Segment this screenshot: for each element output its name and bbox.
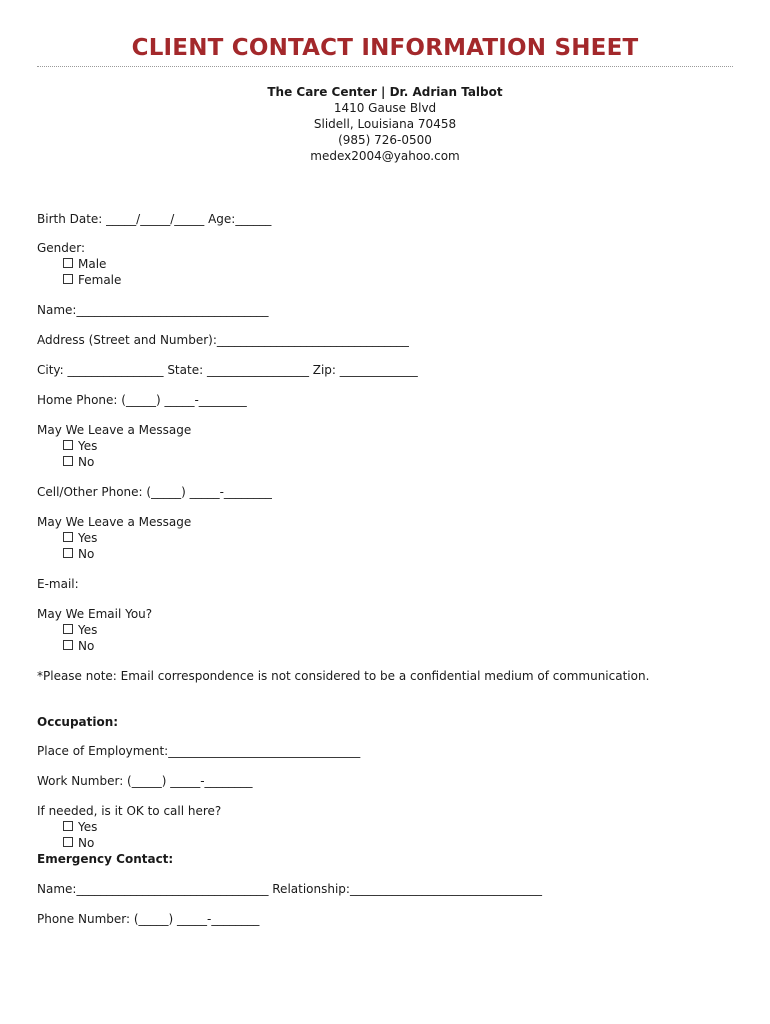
option-label: No — [78, 455, 95, 469]
emergency-contact-heading: Emergency Contact: — [37, 852, 174, 866]
email-ok-label: May We Email You? — [37, 607, 153, 621]
checkbox-icon[interactable] — [63, 532, 73, 542]
option-label: Female — [78, 273, 122, 287]
home-phone-field[interactable]: Home Phone: (_____) _____-________ — [37, 393, 247, 407]
address-field[interactable]: Address (Street and Number):________________________________ — [37, 333, 409, 347]
occupation-heading: Occupation: — [37, 715, 119, 729]
cell-message-label: May We Leave a Message — [37, 515, 192, 529]
checkbox-icon[interactable] — [63, 274, 73, 284]
call-here-yes-option[interactable] — [63, 819, 97, 835]
checkbox-icon[interactable] — [63, 548, 73, 558]
option-label: Male — [78, 257, 107, 271]
call-here-label: If needed, is it OK to call here? — [37, 804, 222, 818]
checkbox-icon[interactable] — [63, 258, 73, 268]
checkbox-icon[interactable] — [63, 440, 73, 450]
gender-label: Gender: — [37, 241, 86, 255]
work-number-field[interactable]: Work Number: (_____) _____-________ — [37, 774, 253, 788]
home-message-yes-option[interactable] — [63, 438, 97, 454]
gender-male-option[interactable] — [63, 256, 106, 272]
call-here-no-option[interactable] — [63, 835, 94, 851]
gender-female-option[interactable] — [63, 272, 121, 288]
home-message-label: May We Leave a Message — [37, 423, 192, 437]
checkbox-icon[interactable] — [63, 837, 73, 847]
emergency-name-relationship-field[interactable]: Name:________________________________ Relationship:________________________________ — [37, 882, 542, 896]
option-label: Yes — [78, 623, 98, 637]
option-label: No — [78, 547, 95, 561]
option-label: Yes — [78, 439, 98, 453]
emergency-phone-field[interactable]: Phone Number: (_____) _____-________ — [37, 912, 260, 926]
practice-header — [0, 84, 770, 164]
practice-name: The Care Center | Dr. Adrian Talbot — [267, 85, 503, 99]
cell-message-no-option[interactable] — [63, 546, 94, 562]
checkbox-icon[interactable] — [63, 624, 73, 634]
employment-field[interactable]: Place of Employment:________________________________ — [37, 744, 361, 758]
birth-date-age-field[interactable]: Birth Date: _____/_____/_____ Age:______ — [37, 212, 272, 226]
email-disclaimer-note: *Please note: Email correspondence is not considered to be a confidential medium of communication. — [37, 669, 650, 683]
cell-message-yes-option[interactable] — [63, 530, 97, 546]
cell-phone-field[interactable]: Cell/Other Phone: (_____) _____-________ — [37, 485, 272, 499]
option-label: Yes — [78, 531, 98, 545]
checkbox-icon[interactable] — [63, 821, 73, 831]
practice-street: 1410 Gause Blvd — [333, 101, 437, 115]
email-ok-no-option[interactable] — [63, 638, 94, 654]
home-message-no-option[interactable] — [63, 454, 94, 470]
email-field[interactable]: E-mail: — [37, 577, 79, 591]
city-state-zip-field[interactable]: City: ________________ State: _________________ Zip: _____________ — [37, 363, 418, 377]
checkbox-icon[interactable] — [63, 640, 73, 650]
checkbox-icon[interactable] — [63, 456, 73, 466]
practice-city: Slidell, Louisiana 70458 — [313, 117, 457, 131]
practice-phone: (985) 726-0500 — [338, 133, 432, 147]
email-ok-yes-option[interactable] — [63, 622, 97, 638]
option-label: No — [78, 639, 95, 653]
page-title: CLIENT CONTACT INFORMATION SHEET — [131, 35, 639, 61]
title-divider — [37, 66, 733, 67]
option-label: Yes — [78, 820, 98, 834]
practice-email: medex2004@yahoo.com — [310, 149, 460, 163]
name-field[interactable]: Name:________________________________ — [37, 303, 269, 317]
option-label: No — [78, 836, 95, 850]
